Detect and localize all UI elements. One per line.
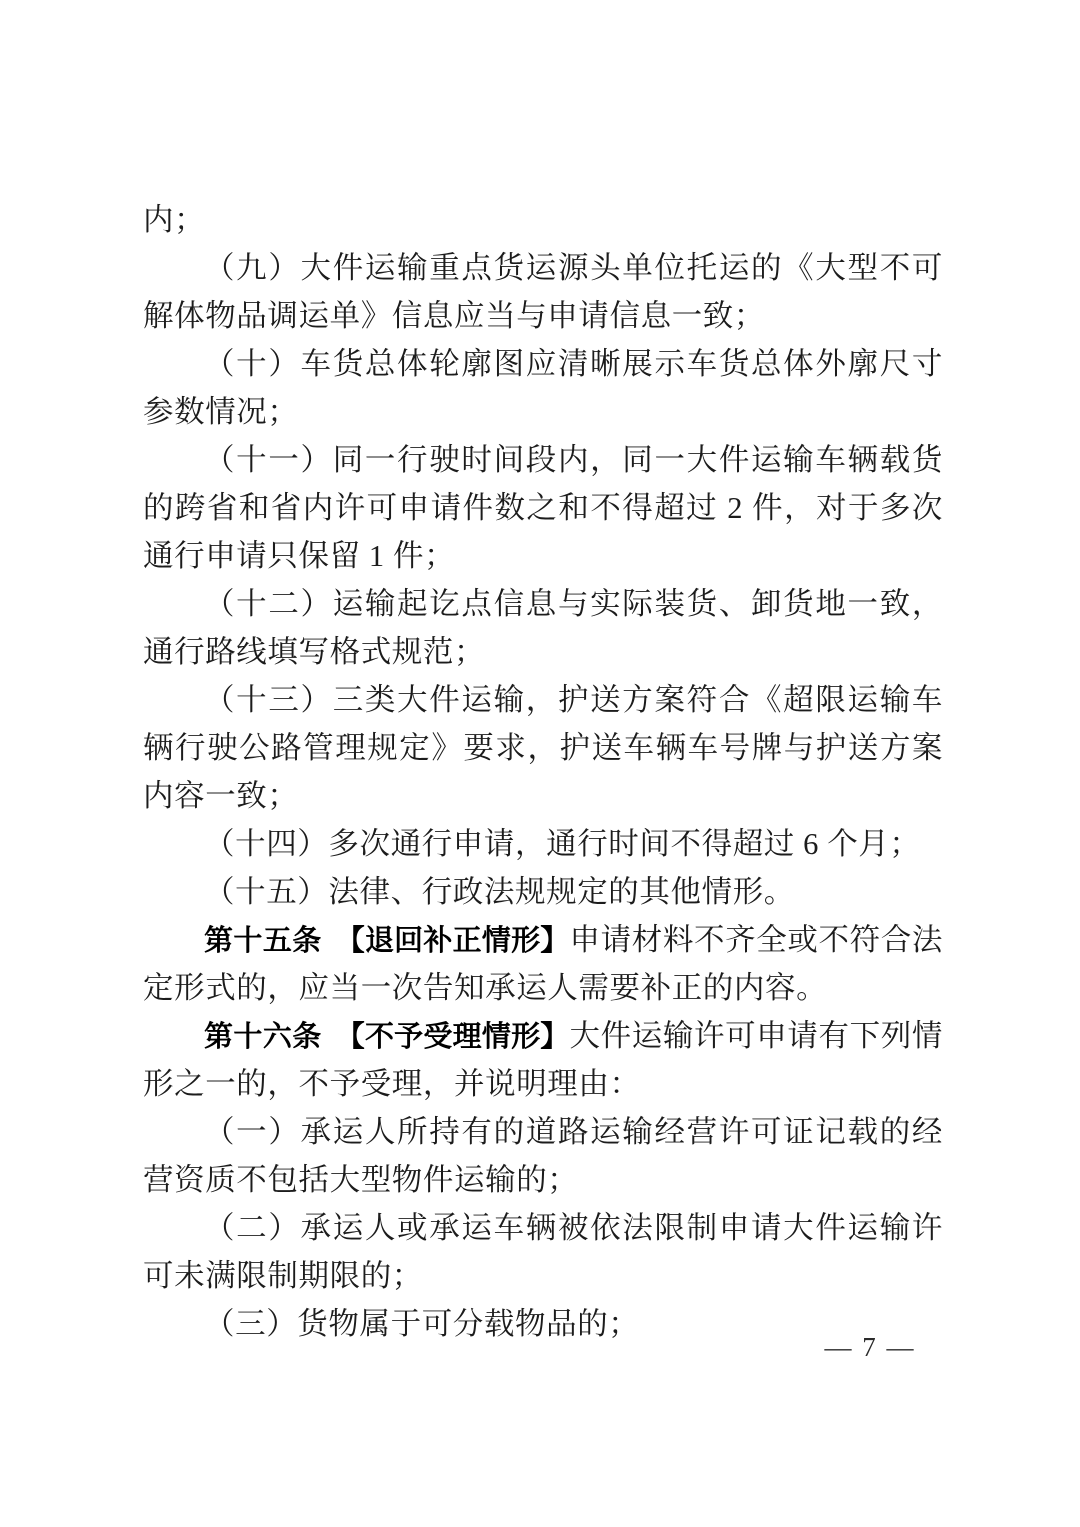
list-item-14: （十四）多次通行申请，通行时间不得超过 6 个月； <box>204 827 921 861</box>
page-body-text <box>143 196 943 1348</box>
paragraph-continuation: 内； <box>143 203 206 237</box>
article-16-text: 大件运输许可申请有下列情形之一的，不予受理，并说明理由： <box>143 1019 943 1101</box>
list-item-11: （十一）同一行驶时间段内，同一大件运输车辆载货的跨省和省内许可申请件数之和不得超过 2 件，对于多次通行申请只保留 1 件； <box>143 443 943 573</box>
article-15-label: 第十五条 <box>204 923 322 957</box>
list-item-13: （十三）三类大件运输，护送方案符合《超限运输车辆行驶公路管理规定》要求，护送车辆车号牌与护送方案内容一致； <box>143 683 943 813</box>
article-16-list-item-2: （二）承运人或承运车辆被依法限制申请大件运输许可未满限制期限的； <box>143 1211 943 1293</box>
list-item-10: （十）车货总体轮廓图应清晰展示车货总体外廓尺寸参数情况； <box>143 347 943 429</box>
list-item-9: （九）大件运输重点货运源头单位托运的《大型不可解体物品调运单》信息应当与申请信息一致； <box>143 251 943 333</box>
article-15 <box>143 916 943 1012</box>
list-item-15: （十五）法律、行政法规规定的其他情形。 <box>204 875 795 909</box>
page-number <box>0 1332 1080 1363</box>
article-16-label: 第十六条 <box>204 1019 322 1053</box>
page-number-value: — 7 — <box>824 1332 916 1362</box>
article-15-text: 申请材料不齐全或不符合法定形式的，应当一次告知承运人需要补正的内容。 <box>143 923 943 1005</box>
list-item-12: （十二）运输起讫点信息与实际装货、卸货地一致，通行路线填写格式规范； <box>143 587 943 669</box>
article-15-topic: 【退回补正情形】 <box>335 923 570 957</box>
article-16-list-item-1: （一）承运人所持有的道路运输经营许可证记载的经营资质不包括大型物件运输的； <box>143 1115 943 1197</box>
article-16 <box>143 1012 943 1108</box>
article-16-list-item-3: （三）货物属于可分载物品的； <box>204 1307 640 1341</box>
article-16-topic: 【不予受理情形】 <box>335 1019 570 1053</box>
